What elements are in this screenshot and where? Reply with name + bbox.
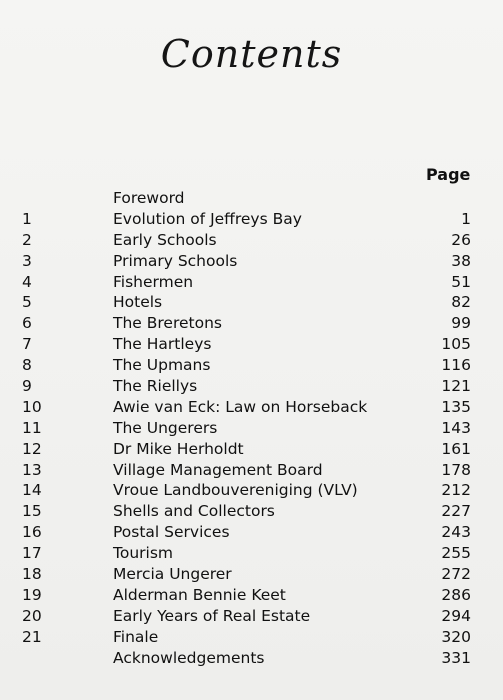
page-number: 320 <box>441 627 471 646</box>
chapter-number: 11 <box>22 418 42 437</box>
toc-row <box>0 627 503 648</box>
chapter-title: The Breretons <box>113 314 222 333</box>
toc-row <box>0 522 503 543</box>
page-number: 255 <box>441 544 471 563</box>
chapter-number: 13 <box>22 460 42 479</box>
chapter-title: Vroue Landbouvereniging (VLV) <box>113 481 358 500</box>
chapter-title: Early Years of Real Estate <box>113 606 311 625</box>
page-number: 294 <box>441 606 471 625</box>
chapter-title: Alderman Bennie Keet <box>113 585 286 604</box>
page-number: 286 <box>441 585 471 604</box>
toc-row <box>0 543 503 564</box>
toc-row <box>0 397 503 418</box>
toc-row <box>0 251 503 272</box>
toc-row <box>0 334 503 355</box>
page-number: 272 <box>441 565 471 584</box>
toc-row <box>0 209 503 230</box>
page-number: 178 <box>441 460 471 479</box>
chapter-title: The Riellys <box>113 377 198 396</box>
page-number: 51 <box>451 272 471 291</box>
chapter-number: 7 <box>22 335 32 354</box>
chapter-title: The Upmans <box>113 356 211 375</box>
toc-row <box>0 585 503 606</box>
chapter-title: Finale <box>113 627 159 646</box>
page-number: 116 <box>441 356 471 375</box>
chapter-number: 2 <box>22 230 32 249</box>
page-number: 99 <box>451 314 471 333</box>
toc-row <box>0 606 503 627</box>
chapter-number: 20 <box>22 606 42 625</box>
chapter-title: Hotels <box>113 293 163 312</box>
chapter-number: 8 <box>22 356 32 375</box>
toc-row <box>0 460 503 481</box>
table-of-contents <box>0 188 503 668</box>
page-number: 227 <box>441 502 471 521</box>
page-number: 212 <box>441 481 471 500</box>
chapter-title: Postal Services <box>113 523 230 542</box>
chapter-title: Awie van Eck: Law on Horseback <box>113 397 368 416</box>
chapter-title: Mercia Ungerer <box>113 565 232 584</box>
toc-row <box>0 313 503 334</box>
chapter-title: Village Management Board <box>113 460 323 479</box>
chapter-number: 3 <box>22 251 32 270</box>
chapter-number: 5 <box>22 293 32 312</box>
toc-row <box>0 230 503 251</box>
chapter-title: The Ungerers <box>113 418 218 437</box>
chapter-number: 1 <box>22 209 32 228</box>
chapter-number: 16 <box>22 523 42 542</box>
chapter-title: Fishermen <box>113 272 194 291</box>
chapter-number: 14 <box>22 481 42 500</box>
chapter-title: Early Schools <box>113 230 217 249</box>
chapter-number: 6 <box>22 314 32 333</box>
chapter-number: 4 <box>22 272 32 291</box>
chapter-number: 21 <box>22 627 42 646</box>
toc-row <box>0 439 503 460</box>
chapter-number: 9 <box>22 377 32 396</box>
chapter-number: 10 <box>22 397 42 416</box>
toc-row <box>0 355 503 376</box>
page-number: 121 <box>441 377 471 396</box>
page-number: 243 <box>441 523 471 542</box>
toc-row <box>0 564 503 585</box>
chapter-number: 18 <box>22 565 42 584</box>
toc-row <box>0 272 503 293</box>
chapter-number: 12 <box>22 439 42 458</box>
page-number: 135 <box>441 397 471 416</box>
chapter-title: Shells and Collectors <box>113 502 275 521</box>
page-number: 105 <box>441 335 471 354</box>
page-number: 161 <box>441 439 471 458</box>
page-number: 331 <box>441 648 471 667</box>
chapter-title: Primary Schools <box>113 251 238 270</box>
chapter-title: Foreword <box>113 189 185 207</box>
toc-row <box>0 501 503 522</box>
chapter-title: The Hartleys <box>113 335 212 354</box>
page-column-header: Page <box>426 165 471 184</box>
chapter-title: Evolution of Jeffreys Bay <box>113 209 302 228</box>
page-number: 82 <box>451 293 471 312</box>
toc-row <box>0 292 503 313</box>
page-number: 26 <box>451 230 471 249</box>
page-number: 143 <box>441 418 471 437</box>
chapter-number: 15 <box>22 502 42 521</box>
chapter-title: Tourism <box>113 544 173 563</box>
page-number: 1 <box>461 209 471 228</box>
chapter-number: 19 <box>22 585 42 604</box>
page-title: Contents <box>160 32 343 76</box>
toc-row <box>0 480 503 501</box>
toc-row <box>0 376 503 397</box>
page-number: 38 <box>451 251 471 270</box>
chapter-number: 17 <box>22 544 42 563</box>
toc-row <box>0 188 503 209</box>
toc-row <box>0 648 503 669</box>
chapter-title: Acknowledgements <box>113 648 265 667</box>
toc-row <box>0 418 503 439</box>
chapter-title: Dr Mike Herholdt <box>113 439 244 458</box>
